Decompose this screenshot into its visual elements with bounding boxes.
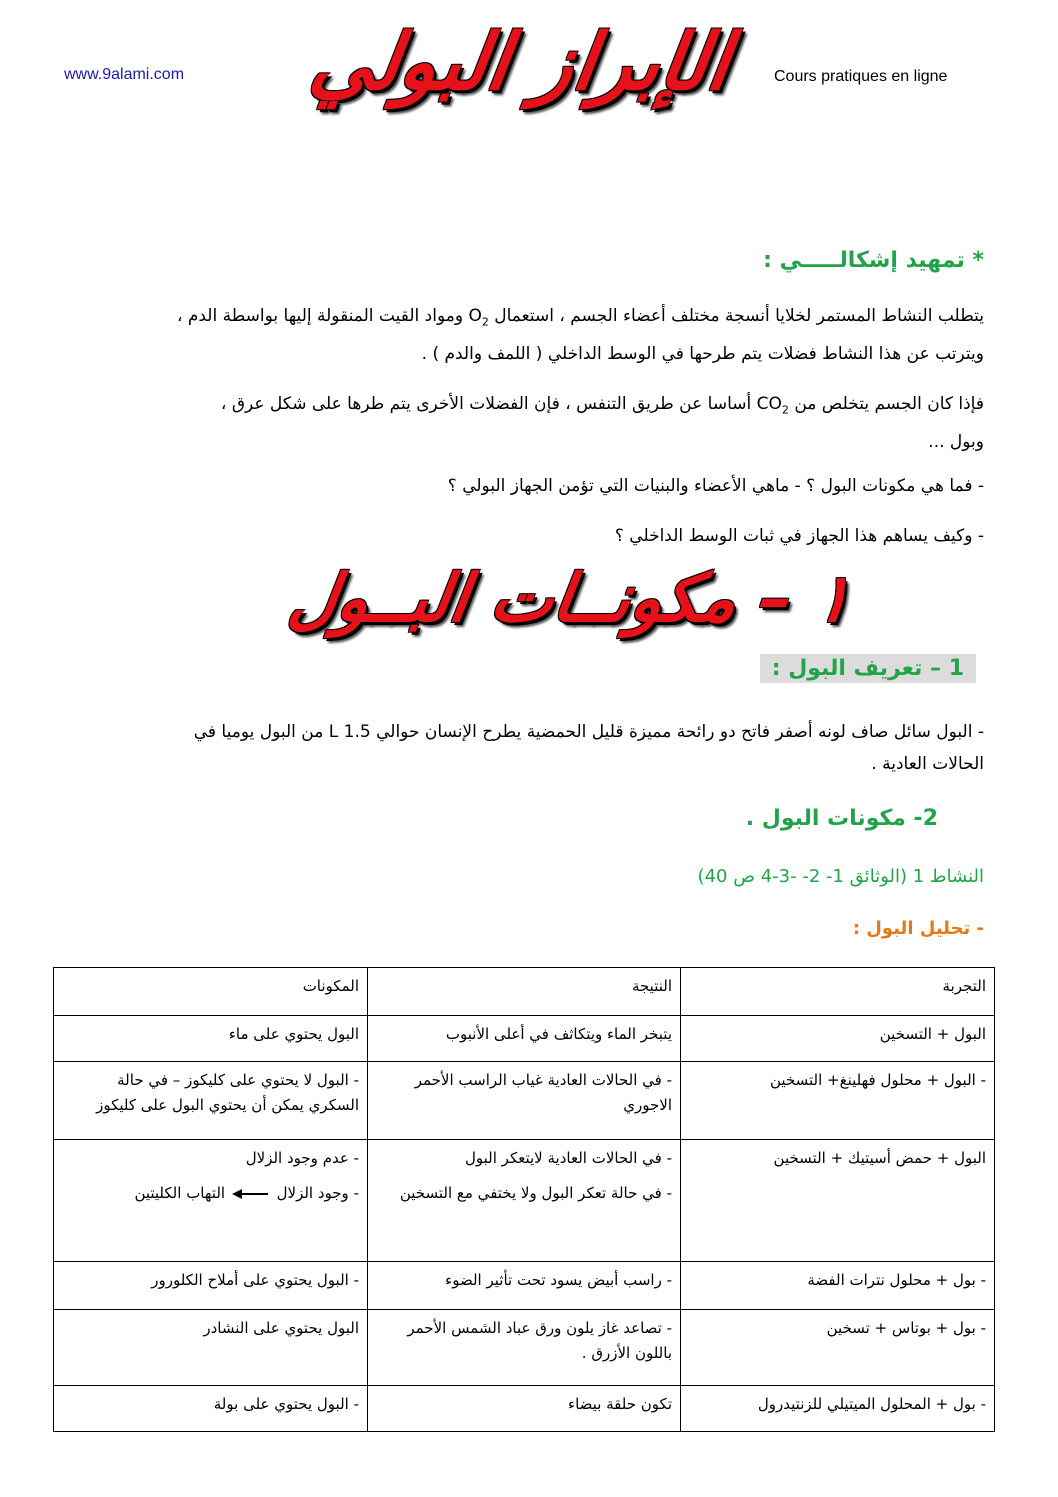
p1-part2: ومواد القيت المنقولة إليها بواسطة الدم ، bbox=[176, 306, 464, 326]
table-cell: - البول + محلول فهلينغ+ التسخين bbox=[681, 1062, 995, 1140]
table-cell: - بول + بوتاس + تسخين bbox=[681, 1310, 995, 1386]
table-cell: البول يحتوي على ماء bbox=[54, 1016, 368, 1062]
table-cell: البول يحتوي على النشادر bbox=[54, 1310, 368, 1386]
table-cell: - تصاعد غاز يلون ورق عباد الشمس الأحمر باللون الأزرق . bbox=[368, 1310, 681, 1386]
nephritis-label: التهاب الكليتين bbox=[134, 1184, 226, 1202]
p1-part1: يتطلب النشاط المستمر لخلايا أنسجة مختلف أعضاء الجسم ، استعمال bbox=[494, 306, 984, 326]
o2-formula: $O_2$ bbox=[468, 306, 489, 329]
co2-formula: $CO_2$ bbox=[756, 394, 789, 417]
cell-line: - في الحالات العادية لايتعكر البول bbox=[465, 1149, 672, 1167]
urine-analysis-table bbox=[53, 967, 995, 1432]
table-cell bbox=[368, 1140, 681, 1262]
table-cell: - البول يحتوي على بولة bbox=[54, 1386, 368, 1432]
definition-line-1: - البول سائل صاف لونه أصفر فاتح دو رائحة مميزة قليل الحمضية يطرح الإنسان حوالي 1.5 L من البول يوميا في bbox=[193, 722, 984, 742]
table-cell: - راسب أبيض يسود تحت تأثير الضوء bbox=[368, 1262, 681, 1310]
p2-part2: أساسا عن طريق التنفس ، فإن الفضلات الأخرى يتم طرها على شكل عرق ، bbox=[220, 394, 752, 414]
intro-heading: * تمهيد إشكالـــــي : bbox=[763, 248, 984, 273]
table-cell: تكون حلقة بيضاء bbox=[368, 1386, 681, 1432]
table-header-row bbox=[54, 968, 995, 1016]
table-row bbox=[54, 1140, 995, 1262]
table-row bbox=[54, 1062, 995, 1140]
cell-line: - عدم وجود الزلال bbox=[245, 1149, 359, 1167]
section-title: ١ – مكونــات البــول bbox=[283, 560, 857, 637]
albumin-present: - وجود الزلال bbox=[276, 1184, 359, 1202]
analysis-heading: - تحليل البول : bbox=[852, 918, 984, 939]
table-cell: البول + التسخين bbox=[681, 1016, 995, 1062]
components-heading: 2- مكونات البول . bbox=[745, 806, 938, 831]
p1-line2: ويترتب عن هذا النشاط فضلات يتم طرحها في الوسط الداخلي ( اللمف والدم ) . bbox=[421, 344, 984, 365]
cell-line bbox=[62, 1181, 359, 1206]
table-header-cell: التجربة bbox=[681, 968, 995, 1016]
page-title: الإبراز البولي bbox=[304, 18, 736, 108]
definition-paragraph bbox=[69, 716, 984, 780]
definition-heading: 1 – تعريف البول : bbox=[760, 654, 976, 683]
table-cell: - بول + محلول نترات الفضة bbox=[681, 1262, 995, 1310]
table-header-cell: النتيجة bbox=[368, 968, 681, 1016]
table-cell: - بول + المحلول الميتيلي للزنتيدرول bbox=[681, 1386, 995, 1432]
table-cell: - البول يحتوي على أملاح الكلورور bbox=[54, 1262, 368, 1310]
question-2: - وكيف يساهم هذا الجهاز في ثبات الوسط الداخلي ؟ bbox=[614, 526, 984, 546]
table-row bbox=[54, 1016, 995, 1062]
p2-line2: وبول ... bbox=[928, 432, 984, 453]
table-row bbox=[54, 1386, 995, 1432]
table-header-cell: المكونات bbox=[54, 968, 368, 1016]
table-cell: - البول لا يحتوي على كليكوز – في حالة السكري يمكن أن يحتوي البول على كليكوز bbox=[54, 1062, 368, 1140]
intro-paragraph-2 bbox=[69, 388, 984, 458]
cell-line: - في حالة تعكر البول ولا يختفي مع التسخين bbox=[399, 1184, 672, 1202]
question-1: - فما هي مكونات البول ؟ - ماهي الأعضاء والبنيات التي تؤمن الجهاز البولي ؟ bbox=[447, 476, 984, 496]
table-cell: البول + حمض أسيتيك + التسخين bbox=[681, 1140, 995, 1262]
definition-line-2: الحالات العادية . bbox=[871, 754, 984, 774]
website-link[interactable]: www.9alami.com bbox=[64, 66, 185, 83]
arrow-left-icon bbox=[234, 1193, 268, 1195]
p2-part1: فإذا كان الجسم يتخلص من bbox=[794, 394, 984, 414]
table-cell bbox=[54, 1140, 368, 1262]
table-cell: - في الحالات العادية غياب الراسب الأحمر الاجوري bbox=[368, 1062, 681, 1140]
intro-paragraph-1 bbox=[69, 300, 984, 370]
table-cell: يتبخر الماء ويتكاثف في أعلى الأنبوب bbox=[368, 1016, 681, 1062]
tagline: Cours pratiques en ligne bbox=[774, 68, 948, 85]
activity-reference: النشاط 1 (الوثائق 1- 2- -3-4 ص 40) bbox=[697, 866, 984, 887]
table-row bbox=[54, 1310, 995, 1386]
table-row bbox=[54, 1262, 995, 1310]
